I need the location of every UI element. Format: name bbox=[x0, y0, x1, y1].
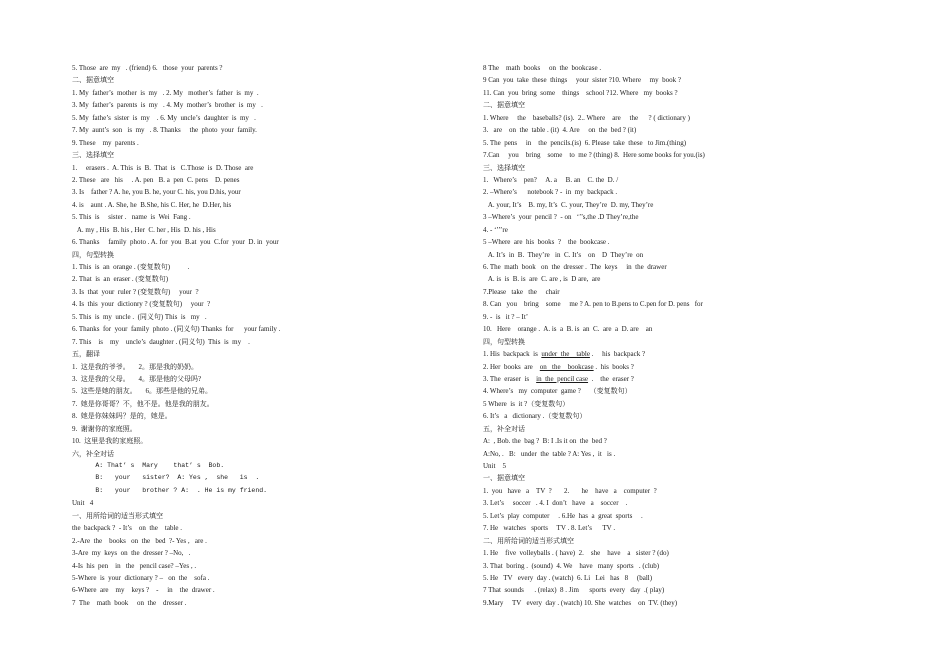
line-text: 2. –Where’s notebook ? - in my backpack . bbox=[483, 188, 618, 197]
line-text: 7.Can you bring some to me ? (thing) 8. Here some books for you.(is) bbox=[483, 151, 705, 160]
line-text: 6. It’s a dictionary .（变复数句） bbox=[483, 412, 587, 421]
left-column-line bbox=[72, 373, 452, 385]
right-column-line bbox=[483, 149, 883, 161]
left-column-line bbox=[72, 472, 452, 484]
line-text: 二、据意填空 bbox=[72, 76, 114, 85]
line-text: 3-Are my keys on the dresser ? –No, . bbox=[72, 549, 191, 558]
right-column-line bbox=[483, 137, 883, 149]
right-column-line bbox=[483, 572, 883, 584]
line-text: 5. He TV every day . (watch) 6. Li Lei has 8 (ball) bbox=[483, 573, 653, 582]
left-column-line bbox=[72, 87, 452, 99]
right-column-line bbox=[483, 261, 883, 273]
left-column-line bbox=[72, 522, 452, 534]
line-text: 5. This is sister . name is Wei Fang . bbox=[72, 213, 191, 222]
right-column-line bbox=[483, 336, 883, 348]
line-text: 5-Where is your dictionary ? – on the sofa . bbox=[72, 573, 210, 582]
left-column-line bbox=[72, 62, 452, 74]
line-text: 7. This is my uncle’s daughter . (同义句) This is my . bbox=[72, 337, 250, 346]
line-text: 10. 这里是我的家庭照。 bbox=[72, 437, 148, 446]
left-column-line bbox=[72, 211, 452, 223]
right-column-line bbox=[483, 385, 883, 397]
line-text: 1. Where’s pen? A. a B. an C. the D. / bbox=[483, 175, 619, 184]
left-column-line bbox=[72, 174, 452, 186]
line-text: 1. My father’s mother is my . 2. My mother’s father is my . bbox=[72, 88, 259, 97]
left-column-line bbox=[72, 162, 452, 174]
line-text: 7. My aunt’s son is my . 8. Thanks the photo your family. bbox=[72, 126, 257, 135]
left-column-line bbox=[72, 224, 452, 236]
line-text: A. your, It’s B. my, It’s C. your, They’re D. my, They’re bbox=[483, 200, 654, 209]
underlined-answer: on the bookcase bbox=[539, 362, 594, 371]
line-text: 4. - ‘’’’re bbox=[483, 225, 508, 234]
line-text: the backpack ? - It’s on the table . bbox=[72, 524, 183, 533]
right-column-line bbox=[483, 547, 883, 559]
line-text: 4. Is this your dictionry ? (变复数句) your ? bbox=[72, 300, 211, 309]
right-column-line bbox=[483, 162, 883, 174]
right-column-line bbox=[483, 273, 883, 285]
line-text: B: your sister? A: Yes , she is . bbox=[72, 474, 260, 482]
left-column-line bbox=[72, 199, 452, 211]
line-text: 二、用所给词的适当形式填空 bbox=[483, 536, 574, 545]
line-text: 2. Her books are bbox=[483, 362, 540, 371]
left-column-line bbox=[72, 336, 452, 348]
line-text: 7. 她是你哥哥？不，他不是。他是我的朋友。 bbox=[72, 399, 214, 408]
line-text: A. It’s in B. They’re in C. It’s on D They’re on bbox=[483, 250, 644, 259]
line-text: 5. The pens in the pencils.(is) 6. Please take these to Jim.(thing) bbox=[483, 138, 687, 147]
line-text: 1. His backpack is bbox=[483, 350, 542, 359]
left-column-line bbox=[72, 311, 452, 323]
right-column-line bbox=[483, 323, 883, 335]
right-column-line bbox=[483, 124, 883, 136]
line-text: 7. He watches sports TV . 8. Let’s TV . bbox=[483, 524, 616, 533]
left-column-line bbox=[72, 597, 452, 609]
left-column-line bbox=[72, 547, 452, 559]
line-text: Unit 5 bbox=[483, 462, 506, 470]
line-text: 8. 她是你妹妹吗？是的，她是。 bbox=[72, 412, 172, 421]
line-text: 四，句型转换 bbox=[72, 250, 114, 259]
right-column-line bbox=[483, 584, 883, 596]
left-column-line bbox=[72, 298, 452, 310]
line-text: 6. Thanks family photo . A. for you B.at you C.for your D. in your bbox=[72, 238, 279, 247]
right-column-line bbox=[483, 87, 883, 99]
line-text: 二、据意填空 bbox=[483, 101, 525, 110]
right-column-line bbox=[483, 286, 883, 298]
line-text: 7.Please take the chair bbox=[483, 287, 560, 296]
line-text: 3. Is father ? A. he, you B. he, your C. his, you D.his, your bbox=[72, 188, 241, 197]
right-column-line bbox=[483, 249, 883, 261]
line-text: 三、选择填空 bbox=[72, 151, 114, 160]
line-text: 6-Where are my keys ? - in the drawer . bbox=[72, 586, 215, 595]
left-column-line bbox=[72, 435, 452, 447]
right-column-line bbox=[483, 410, 883, 422]
left-column-line bbox=[72, 323, 452, 335]
line-text: 1. He five volleyballs . ( have) 2. she have a sister ? (do) bbox=[483, 549, 669, 558]
left-column-line bbox=[72, 448, 452, 460]
line-text: 8 The math books on the bookcase . bbox=[483, 64, 602, 72]
right-column-line bbox=[483, 311, 883, 323]
line-text: A: , Bob. the bag ? B: I .Is it on the bed ? bbox=[483, 437, 607, 446]
line-text: 3. The eraser is bbox=[483, 374, 537, 383]
line-text: 9. - is it ? – It’ bbox=[483, 312, 529, 321]
left-column-line bbox=[72, 560, 452, 572]
line-text-after: . his books ? bbox=[593, 362, 634, 371]
left-column-line bbox=[72, 423, 452, 435]
right-column-line bbox=[483, 62, 883, 74]
line-text: 11. Can you bring some things school ?12. Where my books ? bbox=[483, 88, 678, 97]
right-column-line bbox=[483, 423, 883, 435]
right-column-line bbox=[483, 497, 883, 509]
line-text: 4. is aunt . A. She, he B.She, his C. Her, he D.Her, his bbox=[72, 200, 232, 209]
left-column-line bbox=[72, 286, 452, 298]
line-text: B: your brother ? A: . He is my friend. bbox=[72, 486, 268, 494]
right-column-line bbox=[483, 435, 883, 447]
right-column-line bbox=[483, 560, 883, 572]
left-column-line bbox=[72, 124, 452, 136]
left-column-line bbox=[72, 112, 452, 124]
right-column-line bbox=[483, 186, 883, 198]
right-column-line bbox=[483, 74, 883, 86]
right-column-line bbox=[483, 522, 883, 534]
line-text: A. is is B. is are C. are , is D are, are bbox=[483, 275, 601, 284]
line-text: 10. Here orange . A. is a B. is an C. are a D. are an bbox=[483, 325, 653, 334]
left-column-line bbox=[72, 398, 452, 410]
left-column-line bbox=[72, 535, 452, 547]
underlined-answer: in the pencil case bbox=[536, 374, 589, 383]
line-text: 六，补全对话 bbox=[72, 449, 114, 458]
left-column-line bbox=[72, 510, 452, 522]
line-text: 3. Let’s soccer . 4. I don’t have a soccer . bbox=[483, 499, 628, 508]
line-text: 4-Is his pen in the pencil case? –Yes , . bbox=[72, 561, 197, 570]
line-text: 5. My fathe’s sister is my . 6. My uncle’s daughter is my . bbox=[72, 113, 256, 122]
right-column-line bbox=[483, 398, 883, 410]
left-column bbox=[72, 62, 452, 609]
line-text: 2. That is an eraser . (变复数句) bbox=[72, 275, 169, 284]
left-column-line bbox=[72, 348, 452, 360]
line-text: 五，补全对话 bbox=[483, 424, 525, 433]
line-text: 3 –Where’s your pencil ? - on ‘’’s,the .D They’re,the bbox=[483, 213, 639, 222]
left-column-line bbox=[72, 74, 452, 86]
line-text: 4. Where’s my computer game ? （变复数句） bbox=[483, 387, 632, 396]
right-column-line bbox=[483, 373, 883, 385]
line-text: 1. 这是我的爷爷。 2。那是我的奶奶。 bbox=[72, 362, 198, 371]
right-column-line bbox=[483, 298, 883, 310]
line-text: 7 The math book on the dresser . bbox=[72, 598, 187, 607]
right-column-line bbox=[483, 348, 883, 360]
right-column-line bbox=[483, 224, 883, 236]
right-column-line bbox=[483, 236, 883, 248]
left-column-line bbox=[72, 485, 452, 497]
left-column-line bbox=[72, 186, 452, 198]
line-text: 5 Where is it ?（变复数句） bbox=[483, 399, 570, 408]
line-text: 3. are on the table . (it) 4. Are on the bed ? (it) bbox=[483, 126, 637, 135]
right-column-line bbox=[483, 485, 883, 497]
left-column-line bbox=[72, 460, 452, 472]
right-column-line bbox=[483, 448, 883, 460]
line-text: 2. These are his . A. pen B. a pen C. pens D. penes bbox=[72, 175, 240, 184]
line-text: 5. Let’s play computer . 6.He has a great sports . bbox=[483, 511, 643, 520]
line-text: 五，翻译 bbox=[72, 350, 100, 359]
right-column-line bbox=[483, 211, 883, 223]
line-text: 一、用所给词的适当形式填空 bbox=[72, 511, 163, 520]
left-column-line bbox=[72, 261, 452, 273]
right-column-line bbox=[483, 597, 883, 609]
line-text: A: That’ s Mary that’ s Bob. bbox=[72, 462, 225, 469]
line-text: 3. Is that your ruler ? (变复数句) your ? bbox=[72, 287, 199, 296]
line-text: 6. Thanks for your family photo . (同义句) Thanks for your family . bbox=[72, 325, 281, 334]
line-text: 9. These my parents . bbox=[72, 138, 139, 147]
left-column-line bbox=[72, 361, 452, 373]
line-text: 7 That sounds . (relax) 8 . Jim sports every day .( play) bbox=[483, 586, 665, 595]
right-column-line bbox=[483, 510, 883, 522]
line-text: 四，句型转换 bbox=[483, 337, 525, 346]
line-text: 5. 这些是她的朋友。 6。那些是他的兄弟。 bbox=[72, 387, 212, 396]
line-text: 2.-Are the books on the bed ?- Yes , are . bbox=[72, 536, 207, 545]
right-column-line bbox=[483, 472, 883, 484]
line-text: 6. The math book on the dresser . The keys in the drawer bbox=[483, 263, 667, 271]
right-column-line bbox=[483, 361, 883, 373]
left-column-line bbox=[72, 385, 452, 397]
line-text-after: . the eraser ? bbox=[588, 374, 634, 383]
underlined-answer: under the table bbox=[541, 350, 590, 359]
line-text: 8. Can you bring some me ? A. pen to B.pens to C.pen for D. pens for bbox=[483, 300, 703, 309]
line-text: 1. you have a TV ? 2. he have a computer ? bbox=[483, 486, 657, 495]
line-text: A:No, . B: under the table ? A: Yes , it is . bbox=[483, 449, 616, 458]
line-text: 3. That boring . (sound) 4. We have many sports . (club) bbox=[483, 561, 660, 570]
line-text: 一、据意填空 bbox=[483, 474, 525, 483]
line-text-after: . his backpack ? bbox=[589, 350, 646, 359]
left-column-line bbox=[72, 137, 452, 149]
right-column-line bbox=[483, 112, 883, 124]
line-text: 5. This is my uncle . (同义句) This is my . bbox=[72, 312, 207, 321]
line-text: Unit 4 bbox=[72, 499, 94, 508]
left-column-line bbox=[72, 497, 452, 509]
line-text: 1. This is an orange . (变复数句) . bbox=[72, 263, 190, 271]
right-column-line bbox=[483, 174, 883, 186]
right-column-line bbox=[483, 99, 883, 111]
line-text: 9. 谢谢你的家庭照。 bbox=[72, 424, 137, 433]
line-text: 3. 这是我的父母。 4。那是他的父母吗? bbox=[72, 374, 202, 383]
line-text: 3. My father’s parents is my . 4. My mother’s brother is my . bbox=[72, 101, 263, 110]
right-column-line bbox=[483, 460, 883, 472]
line-text: A. my , His B. his , Her C. her , His D. his , His bbox=[72, 225, 216, 234]
right-column-line bbox=[483, 199, 883, 211]
line-text: 5 –Where are his books ? the bookcase . bbox=[483, 238, 610, 247]
left-column-line bbox=[72, 410, 452, 422]
right-column-line bbox=[483, 535, 883, 547]
line-text: 1. erasers . A. This is B. That is C.Those is D. Those are bbox=[72, 163, 254, 172]
left-column-line bbox=[72, 584, 452, 596]
left-column-line bbox=[72, 249, 452, 261]
left-column-line bbox=[72, 99, 452, 111]
line-text: 1. Where the baseballs? (is). 2.. Where are the ? ( dictionary ) bbox=[483, 113, 690, 122]
left-column-line bbox=[72, 149, 452, 161]
line-text: 9.Mary TV every day . (watch) 10. She watches on TV. (they) bbox=[483, 598, 678, 607]
line-text: 三、选择填空 bbox=[483, 163, 525, 172]
left-column-line bbox=[72, 236, 452, 248]
left-column-line bbox=[72, 572, 452, 584]
left-column-line bbox=[72, 273, 452, 285]
right-column bbox=[483, 62, 883, 609]
line-text: 9 Can you take these things your sister ?10. Where my book ? bbox=[483, 76, 681, 85]
line-text: 5. Those are my . (friend) 6. those your parents ? bbox=[72, 64, 223, 72]
